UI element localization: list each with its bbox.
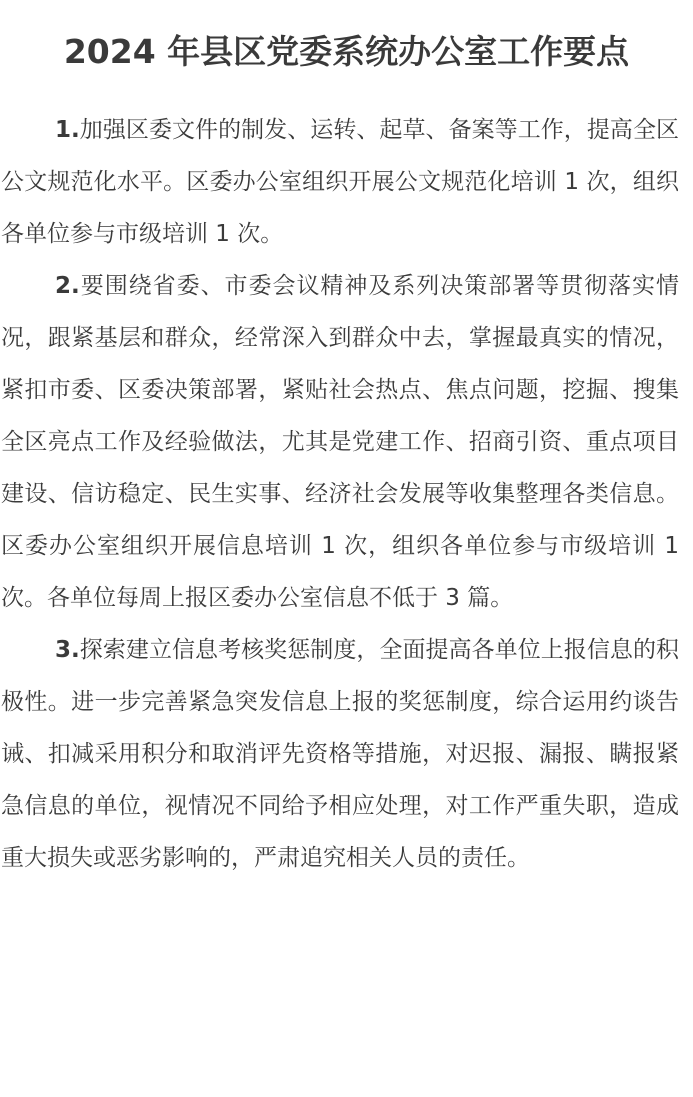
document-body bbox=[1, 104, 679, 884]
paragraph-number: 1. bbox=[55, 117, 80, 143]
paragraph-text: 要围绕省委、市委会议精神及系列决策部署等贯彻落实情况，跟紧基层和群众，经常深入到群众中去，掌握最真实的情况，紧扣市委、区委决策部署，紧贴社会热点、焦点问题，挖掘、搜集全区亮点工作及经验做法，尤其是党建工作、招商引资、重点项目建设、信访稳定、民生实事、经济社会发展等收集整理各类信息。区委办公室组织开展信息培训 1 次，组织各单位参与市级培训 1 次。各单位每周上报区委办公室信息不低于 3 篇。 bbox=[1, 273, 679, 611]
document-title: 2024 年县区党委系统办公室工作要点 bbox=[63, 32, 630, 71]
paragraph-number: 2. bbox=[55, 273, 80, 299]
paragraph-3 bbox=[1, 624, 679, 884]
paragraph-text: 探索建立信息考核奖惩制度，全面提高各单位上报信息的积极性。进一步完善紧急突发信息上报的奖惩制度，综合运用约谈告诫、扣减采用积分和取消评先资格等措施，对迟报、漏报、瞒报紧急信息的单位，视情况不同给予相应处理，对工作严重失职，造成重大损失或恶劣影响的，严肃追究相关人员的责任。 bbox=[1, 637, 679, 871]
paragraph-text: 加强区委文件的制发、运转、起草、备案等工作，提高全区公文规范化水平。区委办公室组织开展公文规范化培训 1 次，组织各单位参与市级培训 1 次。 bbox=[1, 117, 679, 247]
paragraph-number: 3. bbox=[55, 637, 80, 663]
paragraph-1 bbox=[1, 104, 679, 260]
paragraph-2 bbox=[1, 260, 679, 624]
